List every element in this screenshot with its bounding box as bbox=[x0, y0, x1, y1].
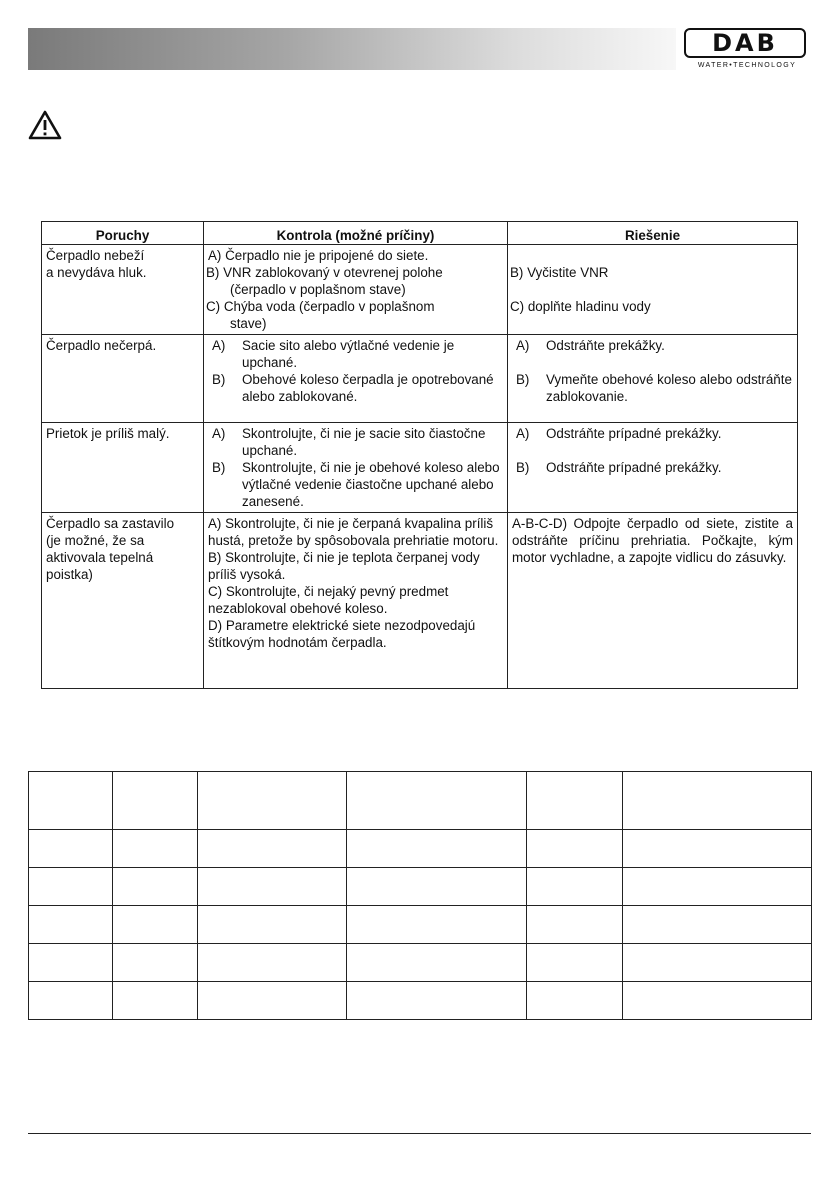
table-row bbox=[42, 335, 798, 423]
cause-item: A) Sacie sito alebo výtlačné vedenie je upchané. bbox=[212, 338, 455, 370]
table-row bbox=[29, 868, 812, 906]
solutions-cell bbox=[508, 423, 798, 513]
fault-cell bbox=[42, 423, 204, 513]
header-causes: Kontrola (možné príčiny) bbox=[204, 222, 508, 245]
troubleshooting-table bbox=[41, 221, 798, 689]
causes-cell bbox=[204, 423, 508, 513]
cause-text: (čerpadlo v poplašnom stave) bbox=[230, 282, 406, 297]
blank-record-table bbox=[28, 771, 812, 1020]
table-row bbox=[29, 830, 812, 868]
table-row bbox=[29, 772, 812, 830]
solution-item: A) Odstráňte prípadné prekážky. bbox=[516, 426, 722, 441]
cause-item: B) Skontrolujte, či nie je obehové koleso alebo výtlačné vedenie čiastočne upchané alebo zanesené. bbox=[212, 460, 500, 509]
solution-text: B) Vyčistite VNR bbox=[510, 265, 609, 280]
cause-text: B) Skontrolujte, či nie je teplota čerpanej vody príliš vysoká. bbox=[208, 550, 480, 582]
cause-text: C) Chýba voda (čerpadlo v poplašnom bbox=[206, 299, 435, 314]
fault-text: Čerpadlo nečerpá. bbox=[46, 338, 157, 353]
table-row bbox=[42, 423, 798, 513]
cause-text: D) Parametre elektrické siete nezodpovedajú štítkovým hodnotám čerpadla. bbox=[208, 618, 476, 650]
fault-text: aktivovala tepelná bbox=[46, 550, 154, 565]
fault-cell bbox=[42, 335, 204, 423]
warning-triangle-icon bbox=[28, 110, 62, 140]
fault-cell bbox=[42, 245, 204, 335]
header-solutions: Riešenie bbox=[508, 222, 798, 245]
header-bar bbox=[28, 28, 676, 70]
header-faults: Poruchy bbox=[42, 222, 204, 245]
cause-item: B) Obehové koleso čerpadla je opotrebované alebo zablokované. bbox=[212, 372, 494, 404]
causes-cell bbox=[204, 335, 508, 423]
cause-text: C) Skontrolujte, či nejaký pevný predmet nezablokoval obehové koleso. bbox=[208, 584, 449, 616]
fault-text: a nevydáva hluk. bbox=[46, 265, 147, 280]
fault-text: (je možné, že sa bbox=[46, 533, 145, 548]
solution-text: A-B-C-D) Odpojte čerpadlo od siete, zistite a odstráňte príčinu prehriatia. Počkajte, kým motor vychladne, a zapojte vidlicu do zásuvky. bbox=[512, 516, 793, 565]
table-row bbox=[29, 982, 812, 1020]
fault-cell bbox=[42, 513, 204, 689]
solution-item: B) Odstráňte prípadné prekážky. bbox=[516, 460, 722, 475]
logo-brand: DAB bbox=[712, 29, 778, 57]
causes-cell bbox=[204, 513, 508, 689]
causes-cell bbox=[204, 245, 508, 335]
fault-text: Čerpadlo sa zastavilo bbox=[46, 516, 175, 531]
cause-text: A) Skontrolujte, či nie je čerpaná kvapalina príliš hustá, pretože by spôsobovala prehriatie motoru. bbox=[208, 516, 499, 548]
table-header-row bbox=[42, 222, 798, 245]
footer-divider bbox=[28, 1133, 811, 1134]
solutions-cell bbox=[508, 245, 798, 335]
solutions-cell bbox=[508, 513, 798, 689]
solutions-cell bbox=[508, 335, 798, 423]
table-row bbox=[29, 906, 812, 944]
logo-tagline: WATER•TECHNOLOGY bbox=[697, 62, 797, 69]
solution-item: B) Vymeňte obehové koleso alebo odstráňte zablokovanie. bbox=[516, 372, 792, 404]
table-row bbox=[29, 944, 812, 982]
fault-text: poistka) bbox=[46, 567, 93, 582]
table-row bbox=[42, 513, 798, 689]
cause-item: A) Skontrolujte, či nie je sacie sito čiastočne upchané. bbox=[212, 426, 486, 458]
solution-item: A) Odstráňte prekážky. bbox=[516, 338, 665, 353]
cause-text: B) VNR zablokovaný v otevrenej polohe bbox=[206, 265, 443, 280]
cause-text: stave) bbox=[230, 316, 267, 331]
cause-text: A) Čerpadlo nie je pripojené do siete. bbox=[208, 248, 429, 263]
solution-text: C) doplňte hladinu vody bbox=[510, 299, 651, 314]
dab-logo bbox=[684, 28, 810, 72]
table-row bbox=[42, 245, 798, 335]
fault-text: Prietok je príliš malý. bbox=[46, 426, 170, 441]
fault-text: Čerpadlo nebeží bbox=[46, 248, 145, 263]
